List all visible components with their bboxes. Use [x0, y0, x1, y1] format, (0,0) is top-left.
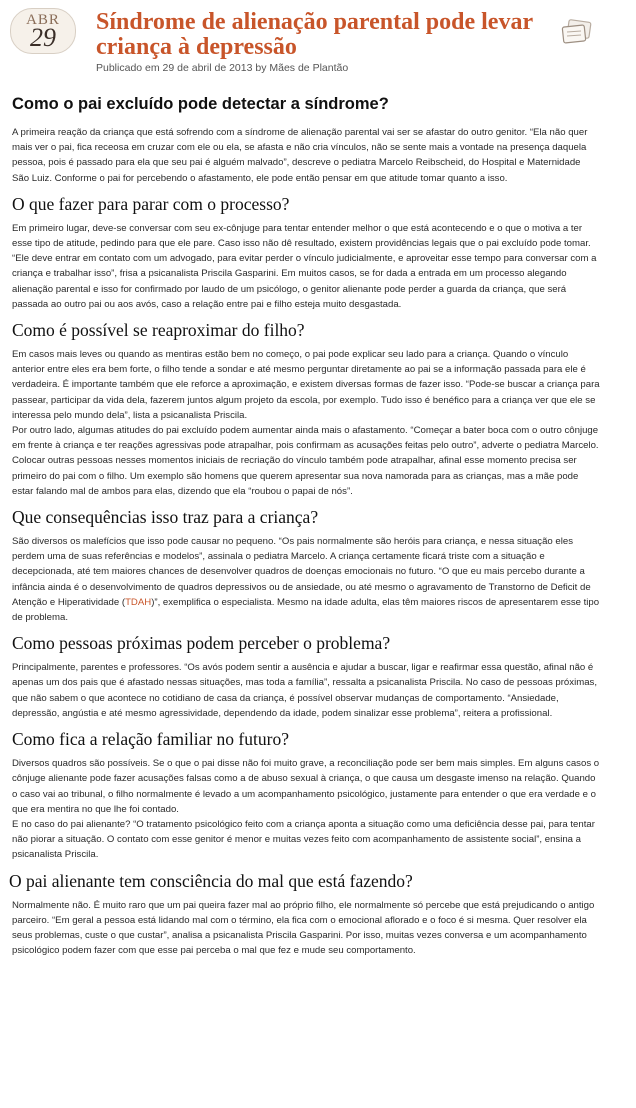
- paragraph: Em casos mais leves ou quando as mentiras estão bem no começo, o pai pode explicar seu lado para a criança. Quando o vínculo anterior entre eles era bem forte, o filho tende a sondar e até mesmo perguntar diretamente ao pai se a informação passada para ele é verdadeira. É importante também que ele reforce a aproximação, e existem diversas formas de fazer isso. “Pode-se buscar a criança para passear, participar da vida dela, fazerem juntos algum projeto da escola, por exemplo. Tudo isso é benéfico para a criança ver que ele se interessa pelo mundo dela”, lista a psicanalista Priscila.: [12, 349, 600, 421]
- section-heading: O que fazer para parar com o processo?: [12, 193, 290, 214]
- author-link[interactable]: Mães de Plantão: [269, 62, 349, 74]
- section-heading: Como fica a relação familiar no futuro?: [12, 729, 289, 750]
- tdah-link[interactable]: TDAH: [125, 596, 152, 608]
- paragraph-text: São diversos os malefícios que isso pode causar no pequeno. “Os pais normalmente são heróis para criança, e nessa situação eles perdem uma de suas referências e modelos”, assinala o pediatra Marcelo. A criança certamente ficará triste com a situação e decepcionada, até tem maiores chances de desenvolver quadros de doenças emocionais no futuro. “O que eu mais percebo durante a infância ainda é o desenvolvimento de quadros depressivos ou de ansiedade, ou até mesmo o agravamento de Transtorno de Deficit de Atenção e Hiperatividade (: [12, 536, 591, 608]
- paragraph-text: )”, exemplifica o especialista. Mesmo na idade adulta, elas têm maiores riscos de apresentarem esse tipo de problema.: [12, 596, 600, 624]
- post-meta: [96, 62, 348, 74]
- section-heading: Que consequências isso traz para a criança?: [12, 507, 319, 528]
- section-heading: Como pessoas próximas podem perceber o problema?: [12, 633, 391, 654]
- comments-icon[interactable]: [560, 18, 594, 48]
- paragraph: Por outro lado, algumas atitudes do pai excluído podem aumentar ainda mais o afastamento. “Começar a bater boca com o outro cônjuge em frente à criança e ter reações agressivas pode atrapalhar, pois confirmam as acusações feitas pelo outro”, adverte o pediatra Marcelo. Colocar outras pessoas nesses momentos iniciais de recriação do vínculo também pode atrapalhar, afinal esse momento precisa ser primeiro do pai com o filho. Um exemplo são homens que querem apresentar sua nova namorada para as crianças, mas a mãe pode estar falando mal de ambos para elas, dizendo que ela “roubou o papai de nós”.: [12, 425, 599, 497]
- section-heading: O pai alienante tem consciência do mal que está fazendo?: [9, 870, 413, 891]
- date-badge: [10, 8, 76, 54]
- section-heading: Como é possível se reaproximar do filho?: [12, 320, 305, 341]
- paragraph: A primeira reação da criança que está sofrendo com a síndrome de alienação parental vai ser se afastar do outro genitor. “Ela não quer mais ver o pai, fica receosa em cruzar com ele ou ela, se afasta e não cria vínculos, não se sente mais a vontade na presença daquela pessoa, pois é passado para ela que seu pai é alguém malvado”, descreve o pediatra Marcelo Reibscheid, do Hospital e Maternidade São Luiz. Conforme o pai for percebendo o afastamento, ele pode então pensar em que atitude tomar quanto a isso.: [12, 127, 588, 184]
- post-header: [0, 0, 636, 86]
- paragraph: [12, 534, 600, 625]
- date-day: 29: [30, 23, 56, 52]
- section-heading: Como o pai excluído pode detectar a síndrome?: [12, 95, 389, 113]
- paragraph: Em primeiro lugar, deve-se conversar com seu ex-cônjuge para tentar entender melhor o que está acontecendo e o que o motiva a ter esse tipo de atitude, pedindo para que ele pare. Caso isso não dê resultado, existem providências legais que o pai excluído pode tomar. “Ele deve entrar em contato com um advogado, para evitar perder o vínculo judicialmente, e aproveitar esse tempo para conversar com a criança e trabalhar isso”, frisa a psicanalista Priscila Gasparini. Em muitos casos, se for dada a entrada em um processo alegando alienação parental e isso for confirmado por laudo de um psicólogo, o genitor alienante pode perder a guarda da criança, que será passada ao outro pai ou aos avós, caso a relação entre pai e filho esteja muito desgastada.: [12, 222, 597, 310]
- paragraph: Principalmente, parentes e professores. “Os avós podem sentir a ausência e ajudar a buscar, ligar e reafirmar essa questão, afinal não é apenas um dos pais que é afastado nessas situações, mas toda a família”, ressalta a psicanalista Priscila. No caso de pessoas próximas, que não sabem o que acontece no cotidiano de casa da criança, é possível observar mudanças de comportamento. “Ansiedade, depressão, angústia e até mesmo agressividade, dependendo da idade, podem sinalizar esse problema”, reitera a profissional.: [12, 662, 597, 719]
- paragraph: E no caso do pai alienante? “O tratamento psicológico feito com a criança aponta a situação como uma deficiência desse pai, para tentar não piorar a situação. O contato com esse genitor é menor e muitas vezes feito com acompanhamento de assistente social”, ensina a psicanalista Priscila.: [12, 818, 595, 861]
- date-month: ABR: [26, 12, 60, 28]
- post-date-text: Publicado em 29 de abril de 2013 by: [96, 62, 270, 74]
- article-body: [9, 93, 600, 965]
- paragraph: Diversos quadros são possíveis. Se o que o pai disse não foi muito grave, a reconciliação pode ser bem mais simples. Em alguns casos o cônjuge alienante pode fazer acusações falsas como a de abuso sexual à criança, o que causa um desgaste imenso na relação. Quando o caso vai ao tribunal, o filho normalmente é levado a um acompanhamento psicológico, justamente para entender o que era verdade e o que era mentira no que lhe foi contado.: [12, 758, 600, 815]
- post-title[interactable]: Síndrome de alienação parental pode levar criança à depressão: [96, 9, 533, 60]
- paragraph: Normalmente não. É muito raro que um pai queira fazer mal ao próprio filho, ele normalmente só percebe que está prejudicando o antigo parceiro. “Em geral a pessoa está lidando mal com o término, ela fica com o emocional aflorado e o foco é si mesma. Quer resolver ela seus problemas, custe o que custar”, analisa a psicanalista Priscila Gasparini. Por isso, muitas vezes conversa e um acompanhamento psicológico podem fazer com que esse pai perceba o mal que fez e mude seu comportamento.: [12, 899, 595, 957]
